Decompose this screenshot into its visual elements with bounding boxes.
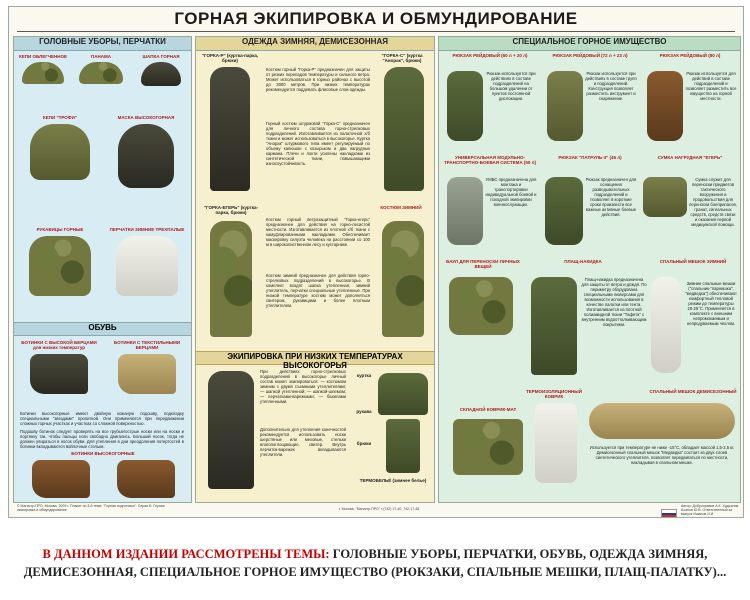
thermo-pants-label: брюки	[356, 441, 372, 446]
clothing-column	[195, 36, 435, 503]
low-temp-heading: ЭКИПИРОВКА ПРИ НИЗКИХ ТЕМПЕРАТУРАХ ВЫСОКОГОРЬЯ	[196, 351, 434, 365]
gorka-s-description: Горный костюм штурмовой "Горка-С" предназначен для личного состава горно-стрелковых подразделений. Изготавливается из палаточной х/б ткани и может использоваться в высокогорье. Куртка "Анорак" штурмового типа имеет регулируемый по объему капюшон с козырьком и два нагрудных кармана. Плечи и локти усилены накладками из синтетической ткани, повышающими износоустойчивость.	[266, 121, 370, 166]
gorka-r-label: "ГОРКА-Р" (куртка-парка, брюки)	[201, 53, 259, 63]
poster-title: ГОРНАЯ ЭКИПИРОВКА И ОБМУНДИРОВАНИЕ	[174, 9, 578, 28]
backpack-80-label: РЮКЗАК РЕЙДОВЫЙ (80 л)	[659, 53, 721, 58]
thermo-top-image	[378, 373, 428, 415]
poncho-description: Плащ-накидка предназначена для защиты от ветра и дождя. По периметру оборудована специальными люверсами для возможности использования в качестве палатки или тента. Изготавливается из плотной полиамидной ткани "Тафета" с внутренним водоотталкивающим покрытием.	[581, 277, 647, 327]
mittens-item	[20, 227, 100, 296]
boots-description-2: Подошву ботинок следует проверять на все грубые/острые носки или на носки и портянку так, чтобы пальцы ноги свободно двигались. Больший носок, тогда не должен упираться в носок обуви. Для утепления в дни преодоления потертостей в ботинки вкладываются войлочные стельки.	[20, 429, 184, 449]
gorka-egger-image	[210, 221, 252, 337]
mask-label: МАСКА ВЫСОКОГОРНАЯ	[117, 115, 175, 120]
egger-bag-image	[643, 177, 687, 217]
folding-mat-image	[453, 419, 523, 475]
winter-sleeping-bag-image	[651, 277, 681, 373]
trophy-kepi-item	[20, 115, 100, 180]
egger-bag-label: СУМКА НАГРУДНАЯ "ЕГЕРЬ"	[657, 155, 723, 160]
backpack-80-image	[647, 71, 683, 141]
clothing-heading: ОДЕЖДА ЗИМНЯЯ, ДЕМИСЕЗОННАЯ	[196, 37, 434, 51]
duffel-bag-image	[449, 277, 513, 335]
poncho-image	[531, 277, 577, 375]
backpack-72-description: Рюкзак используется при действиях в составе групп и подразделений. Конструкция позволяет разместить инструмент и снаряжение.	[585, 71, 637, 101]
trophy-kepi-label: КЕПИ "ТРОФИ"	[42, 115, 77, 120]
backpack-60-label: РЮКЗАК РЕЙДОВЫЙ (60 л + 20 л)	[452, 53, 528, 58]
textile-boots-image	[118, 354, 176, 394]
gorka-r-description: Костюм горный "Горка-Р" предназначен для защиты от резких перепадов температуры и сильного ветра. Может использоваться в горных районах с высотой до 3000 метров. При низких температурах рекомендуется поддевать флисовые слои одежды.	[266, 67, 370, 92]
backpack-72-label: РЮКЗАК РЕЙДОВЫЙ (72 л + 23 л)	[552, 53, 628, 58]
high-boots-label: БОТИНКИ С ВЫСОКОЙ БЕРЦАМИ для низких температур	[21, 340, 97, 350]
patrol-label: РЮКЗАК "ПАТРУЛЬ-3" (45 л)	[558, 155, 622, 160]
kepi-image	[22, 62, 64, 84]
low-temp-outfit-image	[208, 371, 254, 489]
patrol-image	[545, 177, 583, 245]
gloves-item	[106, 227, 188, 296]
mountain-boots-image-1	[32, 460, 90, 498]
backpack-60-description: Рюкзак используется при действиях в составе подразделений на большом удалении от пунктов постоянной дислокации.	[486, 71, 536, 101]
mountain-boots-item	[18, 451, 188, 498]
footer-left: © Магистр-ПРО, Москва, 2009 г. Плакат по 3-й теме: "Горная подготовка". Серия Б: Горная экипировка и обмундирование	[17, 504, 165, 512]
thermo-jacket-label: куртка	[356, 373, 372, 378]
winter-suit-image	[382, 221, 424, 337]
gear-column	[438, 36, 741, 503]
backpack-72-image	[547, 71, 583, 141]
footwear-heading: ОБУВЬ	[14, 322, 191, 336]
high-boots-item	[18, 340, 100, 394]
kepi-label: КЕПИ ОБЛЕГЧЕННОЕ	[19, 54, 67, 59]
gorka-egger-label: "ГОРКА-ЕГЕРЬ" (куртка-парка, брюки)	[203, 205, 259, 215]
gorka-r-image	[210, 67, 250, 191]
russian-flag-icon	[661, 509, 677, 518]
patrol-description: Рюкзак предназначен для оснащения разведывательных подразделений и позволяет в короткие сроки произвести все важные активные боевые действия.	[585, 177, 637, 217]
backpack-80-description: Рюкзак используется для действий в составе подразделений и позволяет разместить все имущество на горной местности.	[685, 71, 737, 101]
mittens-image	[29, 236, 91, 296]
gear-heading: СПЕЦИАЛЬНОЕ ГОРНОЕ ИМУЩЕСТВО	[439, 37, 740, 51]
winter-sleeping-bag-label: СПАЛЬНЫЙ МЕШОК ЗИМНИЙ	[659, 259, 727, 264]
trophy-kepi-image	[30, 124, 90, 180]
thermo-pants-image	[386, 419, 420, 473]
footer-right: Автор: Добронравов А.К. Художник: Асанов Ю.В. Ответственный за выпуск Ишанов И.И.	[681, 504, 740, 516]
mask-image	[118, 124, 174, 188]
textile-boots-label: БОТИНКИ С ТЕКСТИЛЬНЫМИ БЕРЦАМИ	[113, 340, 181, 350]
mountain-hat-label: ШАПКА ГОРНАЯ	[142, 54, 180, 59]
thermo-underwear-label: ТЕРМОБЕЛЬЁ (зимнее белье)	[359, 478, 427, 483]
gorka-s-image	[384, 67, 424, 191]
gorka-egger-description: Костюм горный ветрозащитный "Горка-егерь" предназначен для действия на горно-лесистой местности. Изготавливается из плотной х/б ткани с камуфлированными накладками. Обеспечивает маскировку силуэта человека на расстоянии со 100 м в широколиственном лесу и кустарнике.	[266, 217, 370, 247]
mittens-label: РУКАВИЦЫ ГОРНЫЕ	[36, 227, 84, 232]
molle-label: УНИВЕРСАЛЬНАЯ МОДУЛЬНО-ТРАНСПОРТНО-БОЕВАЯ СИСТЕМА (50 л)	[443, 155, 536, 165]
mask-item	[106, 115, 186, 188]
folding-mat-label: СКЛАДНОЙ КОВРИК-МАТ	[459, 407, 517, 412]
mountain-hat-image	[141, 62, 181, 86]
demi-sleeping-bag-label: СПАЛЬНЫЙ МЕШОК ДЕМИСЕЗОННЫЙ	[649, 389, 737, 394]
egger-bag-description: Сумка служит для переноски предметов тактического вооружения и продовольствия для переноски боеприпасов, гранат, сигнальных средств, средств связи и оказания первой медицинской помощи.	[689, 177, 737, 227]
panama-image	[79, 62, 123, 84]
topics-summary-list: ГОЛОВНЫЕ УБОРЫ, ПЕРЧАТКИ, ОБУВЬ, ОДЕЖДА ЗИМНЯЯ, ДЕМИСЕЗОННАЯ, СПЕЦИАЛЬНОЕ ГОРНОЕ ИМУЩЕСТВО (РЮКЗАКИ, СПАЛЬНЫЕ МЕШКИ, ПЛАЩ-ПАЛАТКУ)...	[23, 547, 727, 579]
molle-image	[447, 177, 483, 245]
low-temp-description: При действиях горно-стрелковых подразделений в высокогорье личный состав может экипироваться: — костюмом зимним с двумя съемными утеплителями; — шапкой утепленной; — шапкой-шлемом; — перчатками-варежками; — бахилами утепленными.	[260, 369, 346, 404]
high-boots-image	[30, 354, 88, 394]
mountain-boots-label: БОТИНКИ ВЫСОКОГОРНЫЕ	[71, 451, 135, 456]
demi-sleeping-bag-description: Используется при температуре не ниже -15°С, обладает массой 1,5-2,5 кг. Демисезонный спальный мешок "Медведка" состоит из двух слоев синтетического утеплителя, позволяет передвигаться по местности, накладывая в спальном мешке.	[589, 445, 735, 465]
headwear-column	[13, 36, 192, 503]
winter-sleeping-bag-description: Зимние спальные мешки ("спальник-"парнишка", "медведка") обеспечивают комфортный тепловой режим до температуры 20-25°С. Применяется в комплекте с внешним непромокаемым и непродуваемым чехлом.	[685, 281, 737, 326]
footer-center: г. Москва, "Магистр-ПРО" т.(742) 17-40, 742-17-48	[338, 507, 420, 511]
topics-summary	[0, 545, 750, 581]
kepi-item	[18, 54, 68, 84]
title-divider	[17, 31, 735, 32]
headwear-heading: ГОЛОВНЫЕ УБОРЫ, ПЕРЧАТКИ	[14, 37, 191, 51]
mountain-boots-image-2	[117, 460, 175, 498]
panama-item	[76, 54, 126, 84]
gorka-s-label: "ГОРКА-С" (куртка "Анорак", брюки)	[381, 53, 423, 63]
mountain-hat-item	[134, 54, 188, 86]
thermo-sleeves-label: рукава	[356, 409, 372, 414]
thermal-mat-label: ТЕРМОИЗОЛЯЦИОННЫЙ КОВРИК	[526, 389, 582, 399]
duffel-bag-label: БАУЛ ДЛЯ ПЕРЕНОСКИ ЛИЧНЫХ ВЕЩЕЙ	[446, 259, 520, 269]
low-temp-description-2: Дополнительно для утепления конечностей рекомендуется использовать носки шерстяные или меховые, стельки влагопоглощающие, свитер. Внутрь перчаток-варежек вкладываются утеплители.	[260, 427, 346, 457]
panama-label: ПАНАМА	[91, 54, 111, 59]
gloves-label: ПЕРЧАТКИ ЗИМНИЕ ТРЕХПАЛЫЕ	[109, 227, 185, 232]
thermal-mat-image	[535, 403, 577, 483]
textile-boots-item	[106, 340, 188, 394]
backpack-60-image	[447, 71, 483, 141]
winter-suit-label: КОСТЮМ ЗИМНИЙ	[380, 205, 422, 210]
poncho-label: ПЛАЩ-НАКИДКА	[564, 259, 602, 264]
gloves-image	[116, 236, 178, 296]
poster	[8, 6, 744, 518]
demi-sleeping-bag-image	[589, 403, 735, 439]
topics-summary-lead: В ДАННОМ ИЗДАНИИ РАССМОТРЕНЫ ТЕМЫ:	[42, 547, 330, 561]
molle-description: УМБС предназначена для монтажа и транспортировки индивидуальной боевой и походной экипировки военнослужащих.	[485, 177, 537, 207]
winter-suit-description: Костюм зимний предназначен для действия горно-стрелковых подразделений в высокогорье. В комплект входят шапка утепленная, зимний утеплитель, перчатки специальные утепленные. При низкой температуре костюм может дополняться свитером, рукавицами и более плотным утеплителем.	[266, 273, 370, 308]
boots-description: Ботинки высокогорные имеют двойную кожаную подошву, подкладку специальными "звездами" пропиткой. Они применяются при передвижении сложных горных участках и участках со сложной поверхностью.	[20, 411, 184, 426]
